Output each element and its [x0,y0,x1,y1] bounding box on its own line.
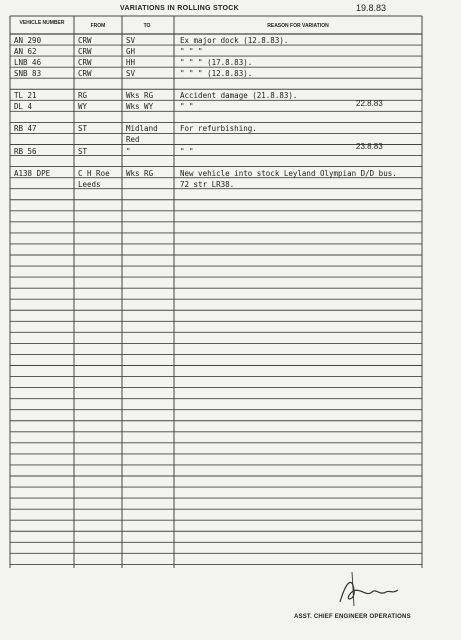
section-date-1: 22.8.83 [356,99,383,108]
row-3-reason: " " " (12.8.83). [180,69,253,79]
row-3-to: SV [126,69,136,79]
row-6-vehicle: DL 4 [14,102,33,112]
row-10-to: " [126,146,131,156]
header-reason: REASON FOR VARIATION [267,23,329,29]
row-5-to: Wks RG [126,91,154,101]
row-2-reason: " " " (17.8.83). [180,58,253,68]
row-2-from: CRW [78,58,92,68]
row-1-from: CRW [78,47,92,57]
row-5-from: RG [78,91,88,101]
row-8-from: ST [78,124,88,134]
row-1-to: GH [126,47,136,57]
row-0-to: SV [126,36,136,45]
row-2-to: HH [126,58,136,68]
row-12-reason: New vehicle into stock Leyland Olympian D/D bus. [180,168,397,178]
row-2-vehicle: LNB 46 [14,58,42,68]
row-1-reason: " " " [180,47,203,57]
row-9-to: Red [126,135,140,145]
row-12-vehicle: A138 DPE [14,168,51,178]
sheet-date: 19.8.83 [356,3,387,13]
row-3-from: CRW [78,69,92,79]
row-8-vehicle: RB 47 [14,124,37,134]
row-13-from: Leeds [78,179,101,189]
row-10-from: ST [78,146,88,156]
row-5-reason: Accident damage (21.8.83). [180,91,298,101]
row-12-from: C H Roe [78,168,110,178]
footer-signatory: ASST. CHIEF ENGINEER OPERATIONS [294,614,411,620]
row-10-reason: " " [180,146,194,156]
row-0-vehicle: AN 290 [14,36,42,45]
row-8-reason: For refurbishing. [180,124,257,134]
row-5-vehicle: TL 21 [14,91,37,101]
row-10-vehicle: RB 56 [14,146,37,156]
signature [332,572,402,612]
section-date-2: 23.8.83 [356,142,383,151]
row-0-reason: Ex major dock (12.8.83). [180,36,289,45]
row-0-from: CRW [78,36,92,45]
row-12-to: Wks RG [126,168,154,178]
header-from: FROM [90,23,106,29]
row-6-to: Wks WY [126,102,154,112]
row-1-vehicle: AN 62 [14,47,37,57]
header-to: TO [143,23,151,29]
row-6-from: WY [78,102,88,112]
row-13-reason: 72 str LR38. [180,179,235,189]
row-3-vehicle: SNB 83 [14,69,42,79]
sheet-title: VARIATIONS IN ROLLING STOCK [120,5,239,12]
header-vehicle-number: VEHICLE NUMBER [19,20,65,26]
row-6-reason: " " [180,102,194,112]
row-8-to: Midland [126,124,158,134]
